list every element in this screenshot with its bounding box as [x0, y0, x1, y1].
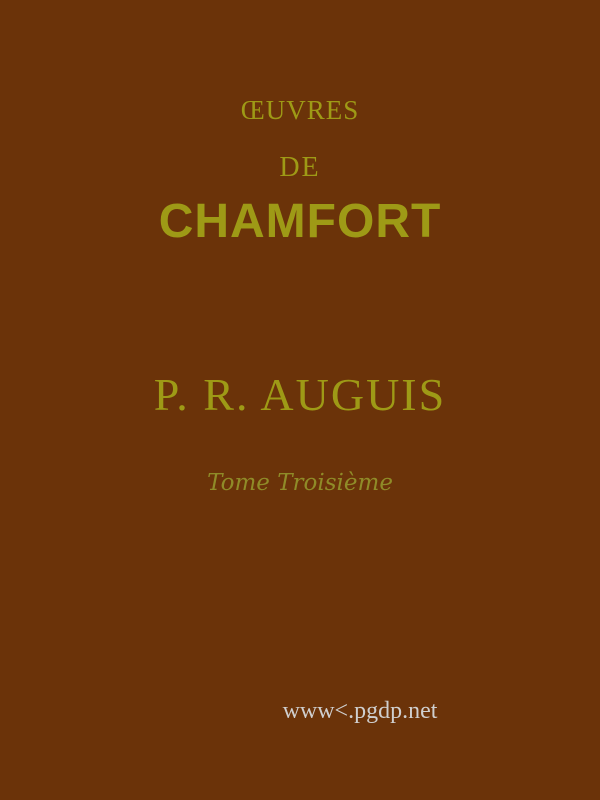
footer-block	[0, 698, 600, 725]
volume-label: Tome Troisième	[207, 470, 393, 496]
book-title-preposition: DE	[279, 151, 321, 183]
editor-name: P. R. AUGUIS	[153, 369, 447, 420]
title-block	[0, 88, 600, 249]
book-title-main: œuvres	[240, 86, 360, 128]
author-block	[0, 368, 600, 421]
volume-block	[0, 470, 600, 496]
book-title-author-name: CHAMFORT	[158, 194, 442, 248]
footer-url: www<.pgdp.net	[282, 698, 438, 724]
